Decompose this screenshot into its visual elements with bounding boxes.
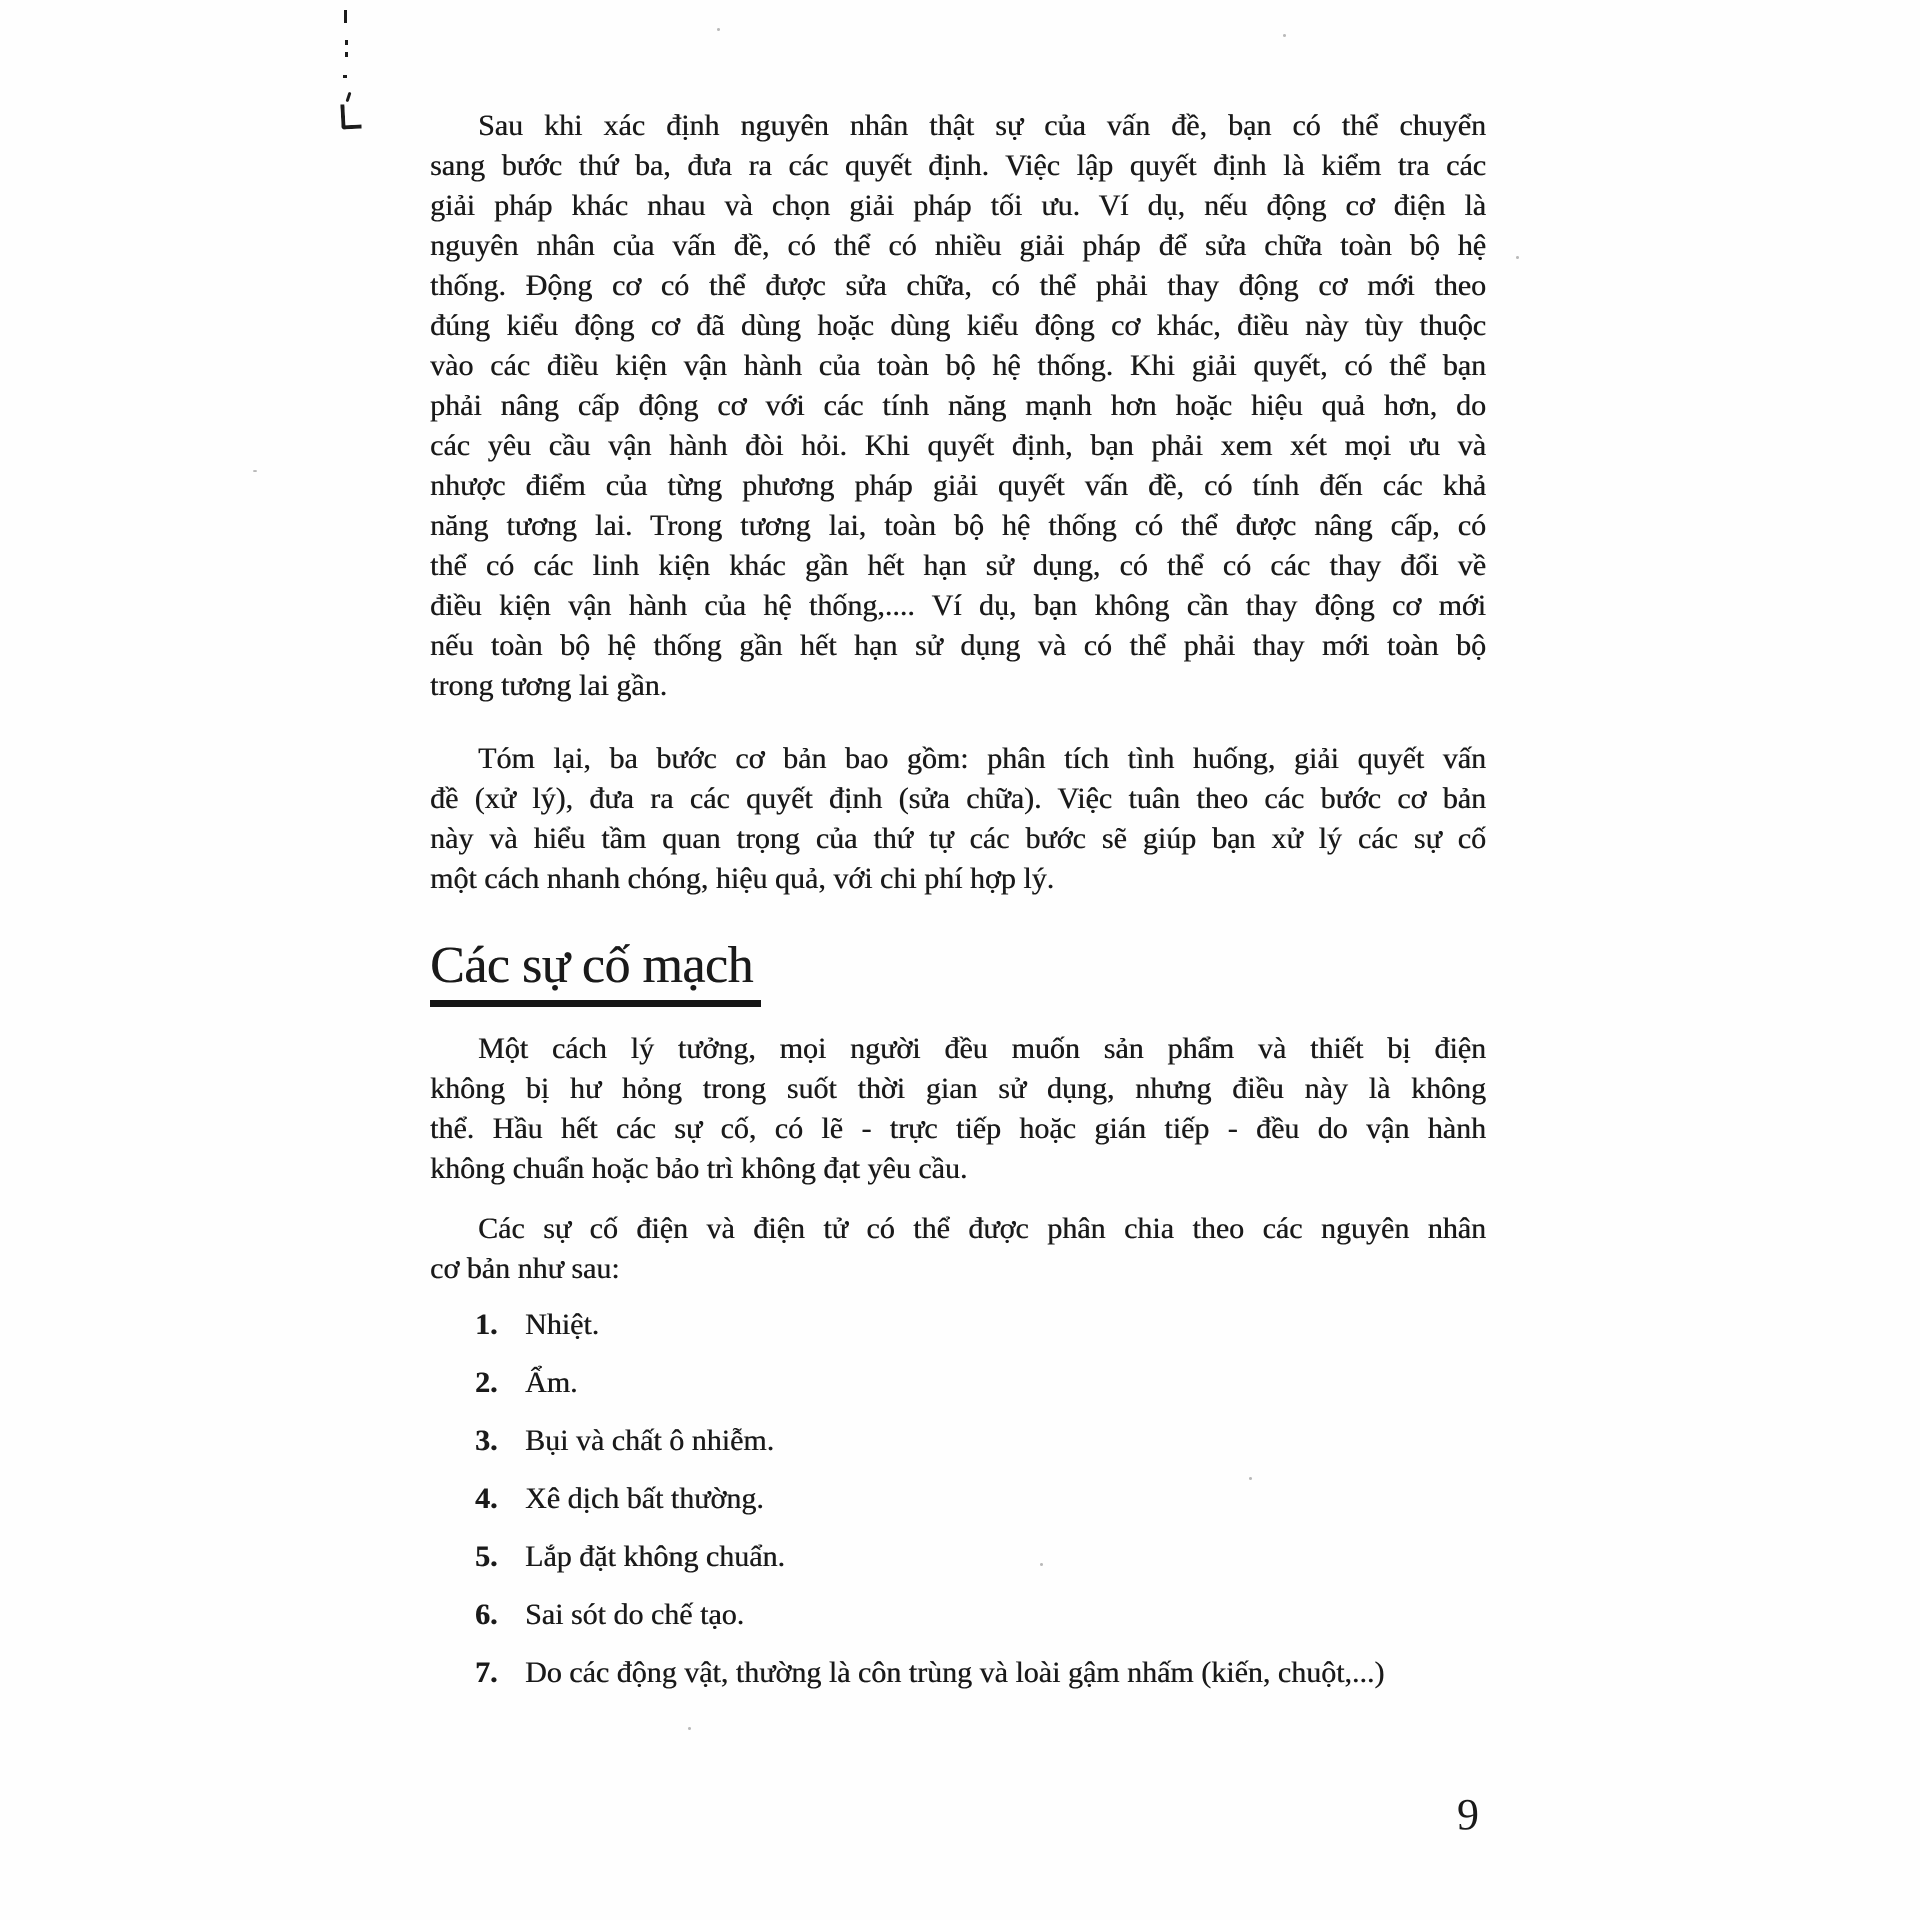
text-line: giải pháp khác nhau và chọn giải pháp tối ưu. Ví dụ, nếu động cơ điện là xyxy=(430,189,1486,222)
section-heading xyxy=(430,936,1486,1007)
text-line: Một cách lý tưởng, mọi người đều muốn sản phẩm và thiết bị điện xyxy=(478,1032,1486,1065)
list-item-number: 2. xyxy=(475,1366,498,1399)
text-line: nguyên nhân của vấn đề, có thể có nhiều giải pháp để sửa chữa toàn bộ hệ xyxy=(430,229,1486,262)
text-line: thống. Động cơ có thể được sửa chữa, có thể phải thay động cơ mới theo xyxy=(430,269,1486,302)
text-line: thể. Hầu hết các sự cố, có lẽ - trực tiếp hoặc gián tiếp - đều do vận hành xyxy=(430,1112,1486,1145)
list-item-number: 5. xyxy=(475,1540,498,1573)
list-item-text: Ẩm. xyxy=(525,1366,578,1399)
text-line: các yêu cầu vận hành đòi hỏi. Khi quyết định, bạn phải xem xét mọi ưu và xyxy=(430,429,1486,462)
scan-dot-artifact xyxy=(343,75,347,78)
scan-dot-artifact xyxy=(345,52,348,57)
text-line: vào các điều kiện vận hành của toàn bộ hệ thống. Khi giải quyết, có thể bạn xyxy=(430,349,1486,382)
text-line: nếu toàn bộ hệ thống gần hết hạn sử dụng và có thể phải thay mới toàn bộ xyxy=(430,629,1486,662)
scan-tick-artifact xyxy=(346,92,352,102)
text-line: không chuẩn hoặc bảo trì không đạt yêu cầu. xyxy=(430,1152,968,1185)
scan-dot-artifact xyxy=(345,40,348,45)
text-line: trong tương lai gần. xyxy=(430,669,668,702)
scan-speck xyxy=(253,470,257,472)
paragraph-summary xyxy=(430,739,1486,899)
text-line: không bị hư hỏng trong suốt thời gian sử dụng, nhưng điều này là không xyxy=(430,1072,1486,1105)
text-line: Tóm lại, ba bước cơ bản bao gồm: phân tích tình huống, giải quyết vấn xyxy=(478,742,1486,775)
list-item xyxy=(430,1305,1486,1345)
text-line: điều kiện vận hành của hệ thống,.... Ví dụ, bạn không cần thay động cơ mới xyxy=(430,589,1486,622)
text-line: sang bước thứ ba, đưa ra các quyết định. Việc lập quyết định là kiểm tra các xyxy=(430,149,1486,182)
text-line: thể có các linh kiện khác gần hết hạn sử dụng, có thể có các thay đổi về xyxy=(430,549,1486,582)
text-line: Sau khi xác định nguyên nhân thật sự của vấn đề, bạn có thể chuyển xyxy=(478,109,1486,142)
text-line: nhược điểm của từng phương pháp giải quyết vấn đề, có tính đến các khả xyxy=(430,469,1486,502)
page-number: 9 xyxy=(1457,1790,1479,1839)
list-item-text: Sai sót do chế tạo. xyxy=(525,1598,745,1631)
cause-list xyxy=(430,1305,1486,1693)
list-item xyxy=(430,1421,1486,1461)
list-item-number: 7. xyxy=(475,1656,498,1689)
list-item-number: 6. xyxy=(475,1598,498,1631)
list-item-text: Bụi và chất ô nhiễm. xyxy=(525,1424,775,1457)
text-line: phải nâng cấp động cơ với các tính năng mạnh hơn hoặc hiệu quả hơn, do xyxy=(430,389,1486,422)
scan-speck xyxy=(688,1727,691,1730)
list-item xyxy=(430,1479,1486,1519)
list-item-number: 4. xyxy=(475,1482,498,1515)
scan-speck xyxy=(1516,256,1519,259)
scan-dash-artifact xyxy=(344,10,347,23)
paragraph-causes-intro xyxy=(430,1209,1486,1289)
paragraph-circuit-faults-intro xyxy=(430,1029,1486,1189)
list-item-text: Do các động vật, thường là côn trùng và loài gậm nhấm (kiến, chuột,...) xyxy=(525,1656,1385,1689)
list-item xyxy=(430,1537,1486,1577)
list-item xyxy=(430,1653,1486,1693)
list-item-text: Lắp đặt không chuẩn. xyxy=(525,1540,785,1573)
list-item-text: Nhiệt. xyxy=(525,1308,600,1341)
text-column xyxy=(430,0,1486,1711)
text-line: một cách nhanh chóng, hiệu quả, với chi phí hợp lý. xyxy=(430,862,1055,895)
text-line: Các sự cố điện và điện tử có thể được phân chia theo các nguyên nhân xyxy=(478,1212,1486,1245)
section-heading-text: Các sự cố mạch xyxy=(430,936,761,1007)
scan-corner-mark xyxy=(340,103,361,129)
list-item-text: Xê dịch bất thường. xyxy=(525,1482,764,1515)
text-line: này và hiểu tầm quan trọng của thứ tự các bước sẽ giúp bạn xử lý các sự cố xyxy=(430,822,1486,855)
list-item-number: 1. xyxy=(475,1308,498,1341)
text-line: năng tương lai. Trong tương lai, toàn bộ hệ thống có thể được nâng cấp, có xyxy=(430,509,1486,542)
paragraph-troubleshooting-steps xyxy=(430,106,1486,706)
text-line: đúng kiểu động cơ đã dùng hoặc dùng kiểu động cơ khác, điều này tùy thuộc xyxy=(430,309,1486,342)
text-line: cơ bản như sau: xyxy=(430,1252,620,1285)
text-line: đề (xử lý), đưa ra các quyết định (sửa chữa). Việc tuân theo các bước cơ bản xyxy=(430,782,1486,815)
list-item xyxy=(430,1595,1486,1635)
list-item xyxy=(430,1363,1486,1403)
list-item-number: 3. xyxy=(475,1424,498,1457)
